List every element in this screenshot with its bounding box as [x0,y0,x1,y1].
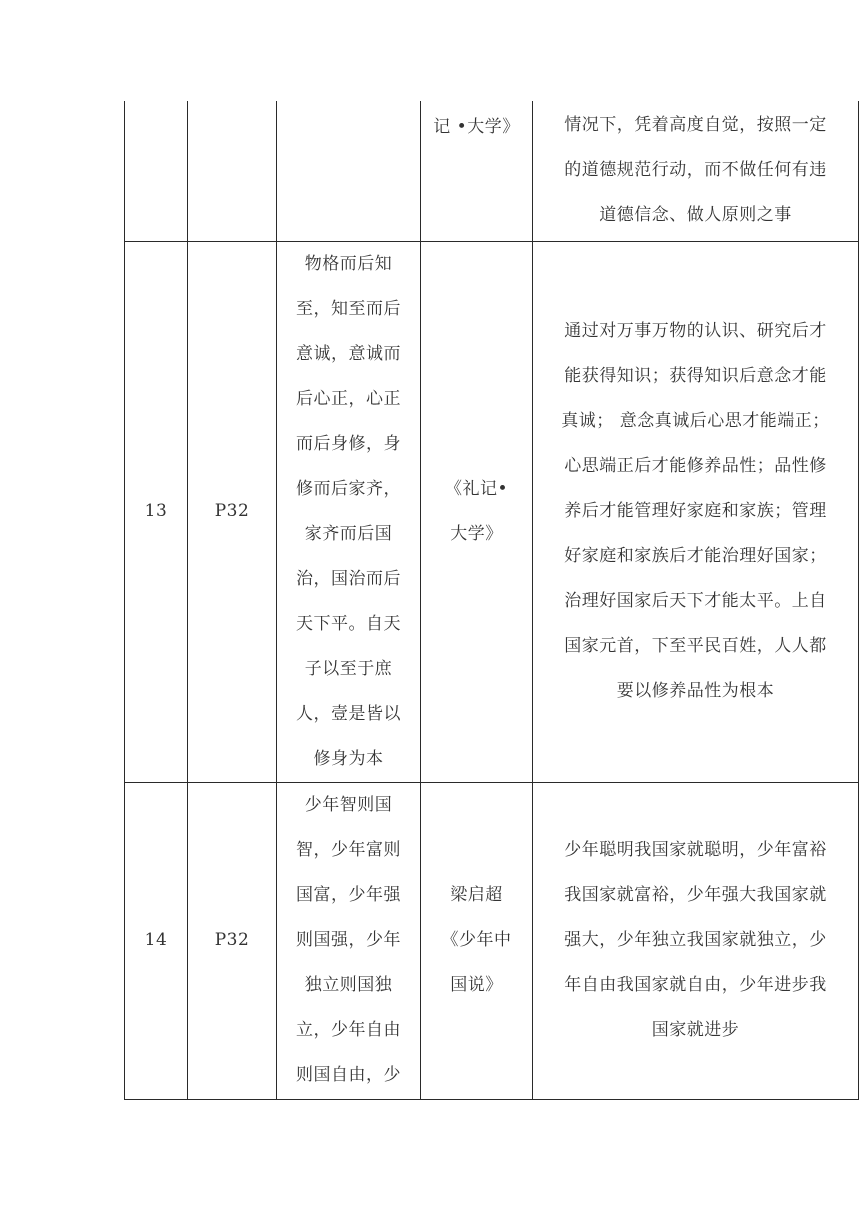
table-row [125,101,859,241]
source-cell: 记 •大学》 [421,101,533,241]
meaning-cell: 情况下，凭着高度自觉，按照一定 的道德规范行动，而不做任何有违 道德信念、做人原则之事 [533,101,859,241]
table-row [125,782,859,1099]
quote-cell: 物格而后知 至，知至而后 意诚，意诚而 后心正，心正 而后身修，身 修而后家齐， 家齐而后国 治，国治而后 天下平。自天 子以至于庶 人，壹是皆以 修身为本 [277,241,421,782]
page-cell: P32 [188,782,277,1099]
quotes-table [124,101,859,1100]
meaning-cell: 通过对万事万物的认识、研究后才 能获得知识；获得知识后意念才能 真诚； 意念真诚后心思才能端正； 心思端正后才能修养品性；品性修 养后才能管理好家庭和家族；管理 好家庭和家族后才能治理好国家； 治理好国家后天下才能太平。上自 国家元首，下至平民百姓，人人都 要以修养品性为根本 [533,241,859,782]
row-number-cell: 14 [125,782,188,1099]
quote-cell: 少年智则国 智，少年富则 国富，少年强 则国强，少年 独立则国独 立，少年自由 则国自由，少 [277,782,421,1099]
meaning-cell: 少年聪明我国家就聪明，少年富裕 我国家就富裕，少年强大我国家就 强大，少年独立我国家就独立，少 年自由我国家就自由，少年进步我 国家就进步 [533,782,859,1099]
row-number-cell: 13 [125,241,188,782]
source-cell: 梁启超 《少年中 国说》 [421,782,533,1099]
page-cell [188,101,277,241]
page-cell: P32 [188,241,277,782]
table-row [125,241,859,782]
source-cell: 《礼记• 大学》 [421,241,533,782]
row-number-cell [125,101,188,241]
quote-cell [277,101,421,241]
